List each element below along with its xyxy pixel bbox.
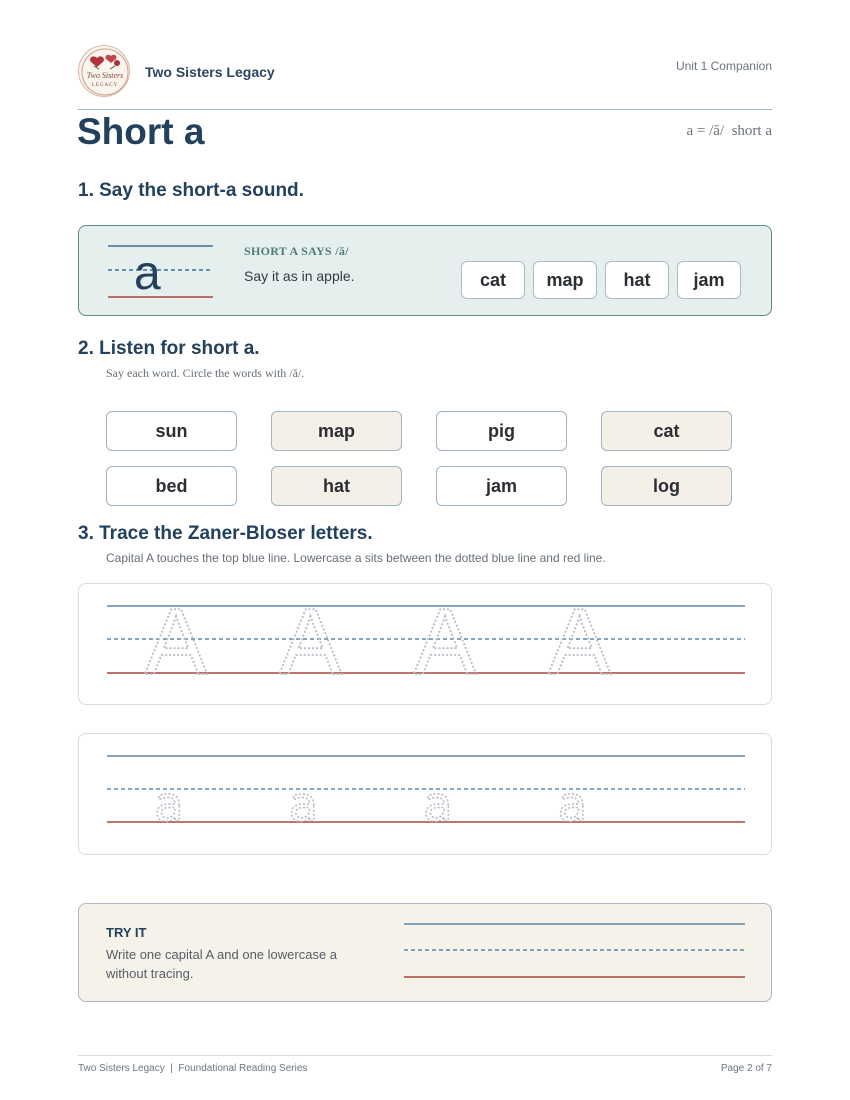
trace-lowercase-a: a xyxy=(557,777,588,833)
section2-instruction: Say each word. Circle the words with /ă/. xyxy=(106,366,305,380)
uppercase-trace-lines xyxy=(79,584,773,706)
trace-uppercase-a: A xyxy=(279,589,342,694)
section3-instruction: Capital A touches the top blue line. Lowercase a sits between the dotted blue line and red line. xyxy=(106,551,606,565)
letter-guide-lines xyxy=(106,240,216,302)
trace-uppercase-a: A xyxy=(144,589,208,694)
footer-series: Two Sisters Legacy | Foundational Reading Series xyxy=(78,1063,308,1074)
unit-label: Unit 1 Companion xyxy=(675,59,772,73)
example-word-chip: jam xyxy=(677,261,741,299)
lowercase-trace-box xyxy=(78,733,772,855)
section3-heading: 3. Trace the Zaner-Bloser letters. xyxy=(78,523,373,544)
listen-word-card[interactable]: jam xyxy=(436,466,567,506)
listen-word-card[interactable]: map xyxy=(271,411,402,451)
listen-word-card[interactable]: pig xyxy=(436,411,567,451)
footer-divider xyxy=(78,1055,772,1056)
uppercase-trace-box xyxy=(78,583,772,705)
logo-title-text: Two Sisters xyxy=(86,71,124,80)
logo-subtitle-text: LEGACY xyxy=(91,83,119,88)
says-instruction: Say it as in apple. xyxy=(244,268,355,284)
try-it-instruction: Write one capital A and one lowercase a without tracing. xyxy=(106,947,338,981)
listen-word-card[interactable]: log xyxy=(601,466,732,506)
brand-name: Two Sisters Legacy xyxy=(145,64,275,80)
example-word-chip: cat xyxy=(461,261,525,299)
listen-word-card[interactable]: bed xyxy=(106,466,237,506)
example-word-chip: hat xyxy=(605,261,669,299)
listen-word-card[interactable]: sun xyxy=(106,411,237,451)
listen-word-card[interactable]: cat xyxy=(601,411,732,451)
page-number: Page 2 of 7 xyxy=(720,1063,772,1074)
trace-uppercase-a: A xyxy=(413,589,477,694)
section1-heading: 1. Say the short-a sound. xyxy=(78,180,304,201)
lowercase-trace-lines xyxy=(79,734,773,856)
example-word-chip: map xyxy=(533,261,597,299)
trace-lowercase-a: a xyxy=(288,777,319,833)
letter-sample: a xyxy=(134,247,161,300)
sound-formula: a = /ă/ short a xyxy=(686,123,772,139)
try-it-writing-lines xyxy=(403,918,747,980)
page-title: Short a xyxy=(77,111,205,152)
brand-logo xyxy=(78,45,130,97)
header-divider xyxy=(78,109,772,110)
trace-lowercase-a: a xyxy=(154,777,184,833)
says-label: SHORT A SAYS /ă/ xyxy=(244,244,349,258)
section2-heading: 2. Listen for short a. xyxy=(78,338,260,359)
trace-uppercase-a: A xyxy=(548,589,611,694)
try-it-label: TRY IT xyxy=(106,925,147,940)
listen-word-card[interactable]: hat xyxy=(271,466,402,506)
trace-lowercase-a: a xyxy=(423,777,453,833)
